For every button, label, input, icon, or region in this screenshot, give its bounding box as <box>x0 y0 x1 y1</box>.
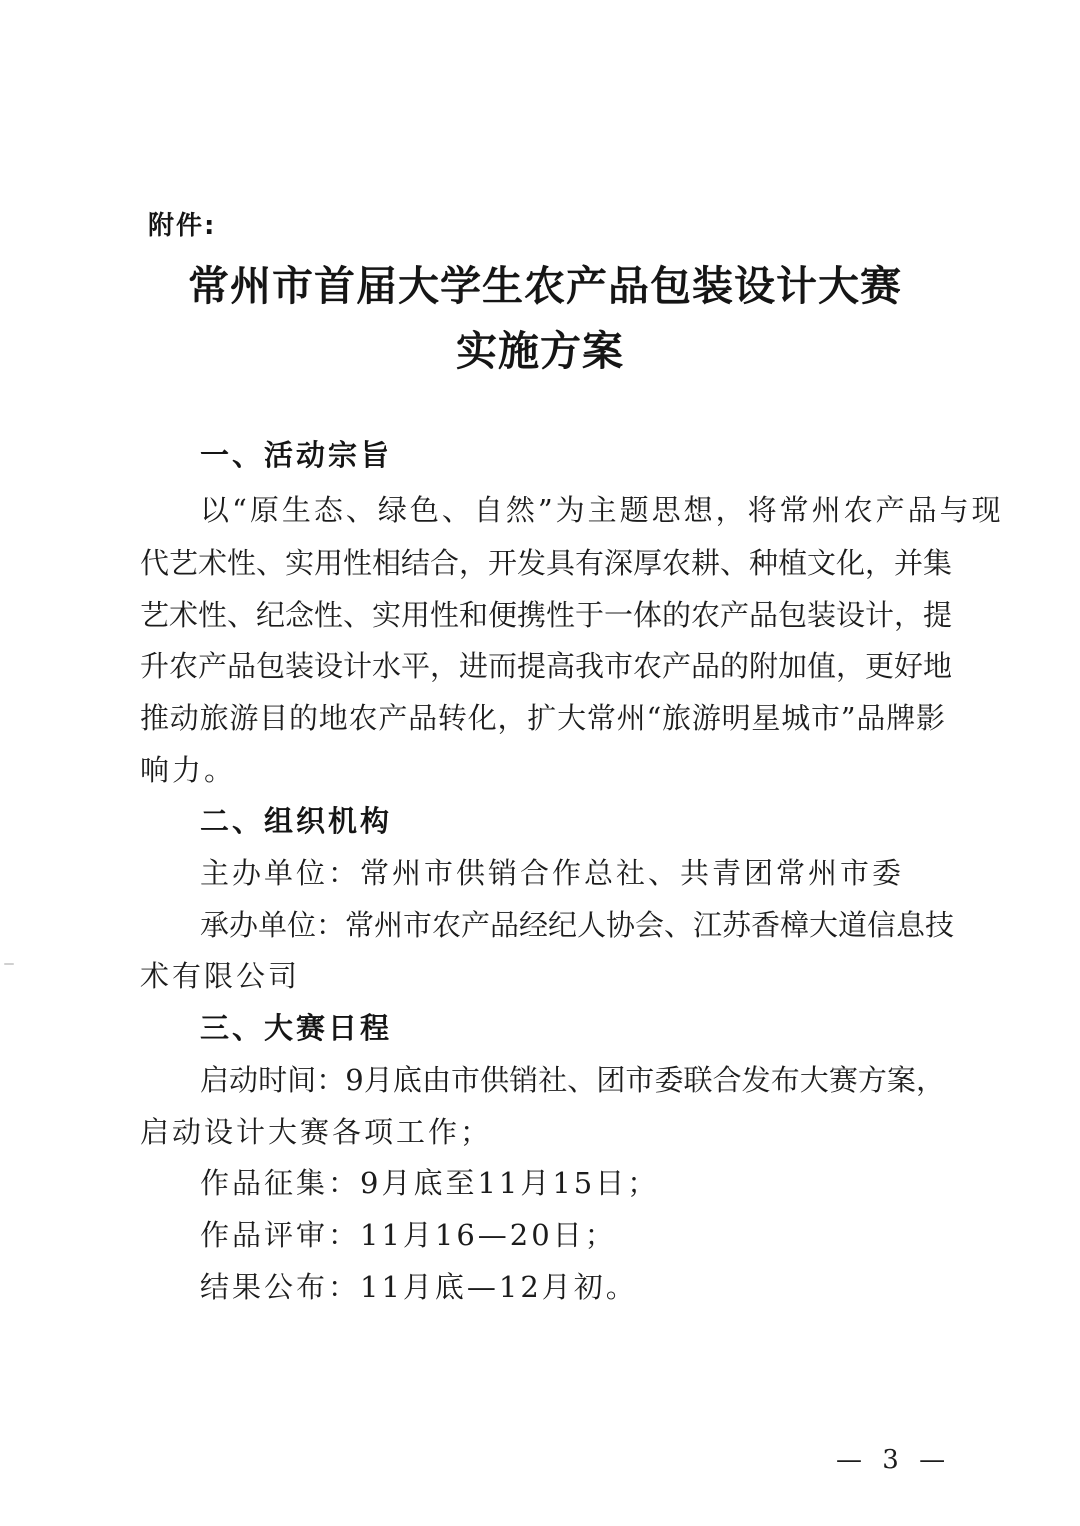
section-heading-purpose: 一、活动宗旨 <box>200 438 393 472</box>
paragraph-line: 响力。 <box>140 753 237 787</box>
document-title-line-2: 实施方案 <box>456 327 624 375</box>
organizer-unit-line-1: 承办单位：常州市农产品经纪人协会、江苏香樟大道信息技 <box>200 908 955 942</box>
attachment-label: 附件: <box>148 211 217 241</box>
section-heading-schedule: 三、大赛日程 <box>200 1011 393 1045</box>
paragraph-line: 推动旅游目的地农产品转化，扩大常州“旅游明星城市”品牌影 <box>140 701 945 735</box>
scan-speck <box>4 963 14 965</box>
section-heading-organization: 二、组织机构 <box>200 804 393 838</box>
schedule-collection: 作品征集：9月底至11月15日； <box>200 1166 660 1200</box>
paragraph-line: 以“原生态、绿色、自然”为主题思想，将常州农产品与现 <box>200 493 1004 527</box>
paragraph-line: 代艺术性、实用性相结合，开发具有深厚农耕、种植文化，并集 <box>140 546 953 580</box>
host-unit: 主办单位：常州市供销合作总社、共青团常州市委 <box>200 856 905 890</box>
schedule-launch-line-2: 启动设计大赛各项工作； <box>140 1115 493 1149</box>
page-number: — 3 — <box>836 1445 952 1475</box>
paragraph-line: 升农产品包装设计水平，进而提高我市农产品的附加值，更好地 <box>140 649 953 683</box>
paragraph-line: 艺术性、纪念性、实用性和便携性于一体的农产品包装设计，提 <box>140 598 953 632</box>
schedule-launch-line-1: 启动时间：9月底由市供销社、团市委联合发布大赛方案， <box>200 1063 945 1097</box>
organizer-unit-line-2: 术有限公司 <box>140 959 301 993</box>
document-title-line-1: 常州市首届大学生农产品包装设计大赛 <box>188 262 902 310</box>
schedule-announcement: 结果公布：11月底—12月初。 <box>200 1270 638 1304</box>
schedule-review: 作品评审：11月16—20日； <box>200 1218 617 1252</box>
